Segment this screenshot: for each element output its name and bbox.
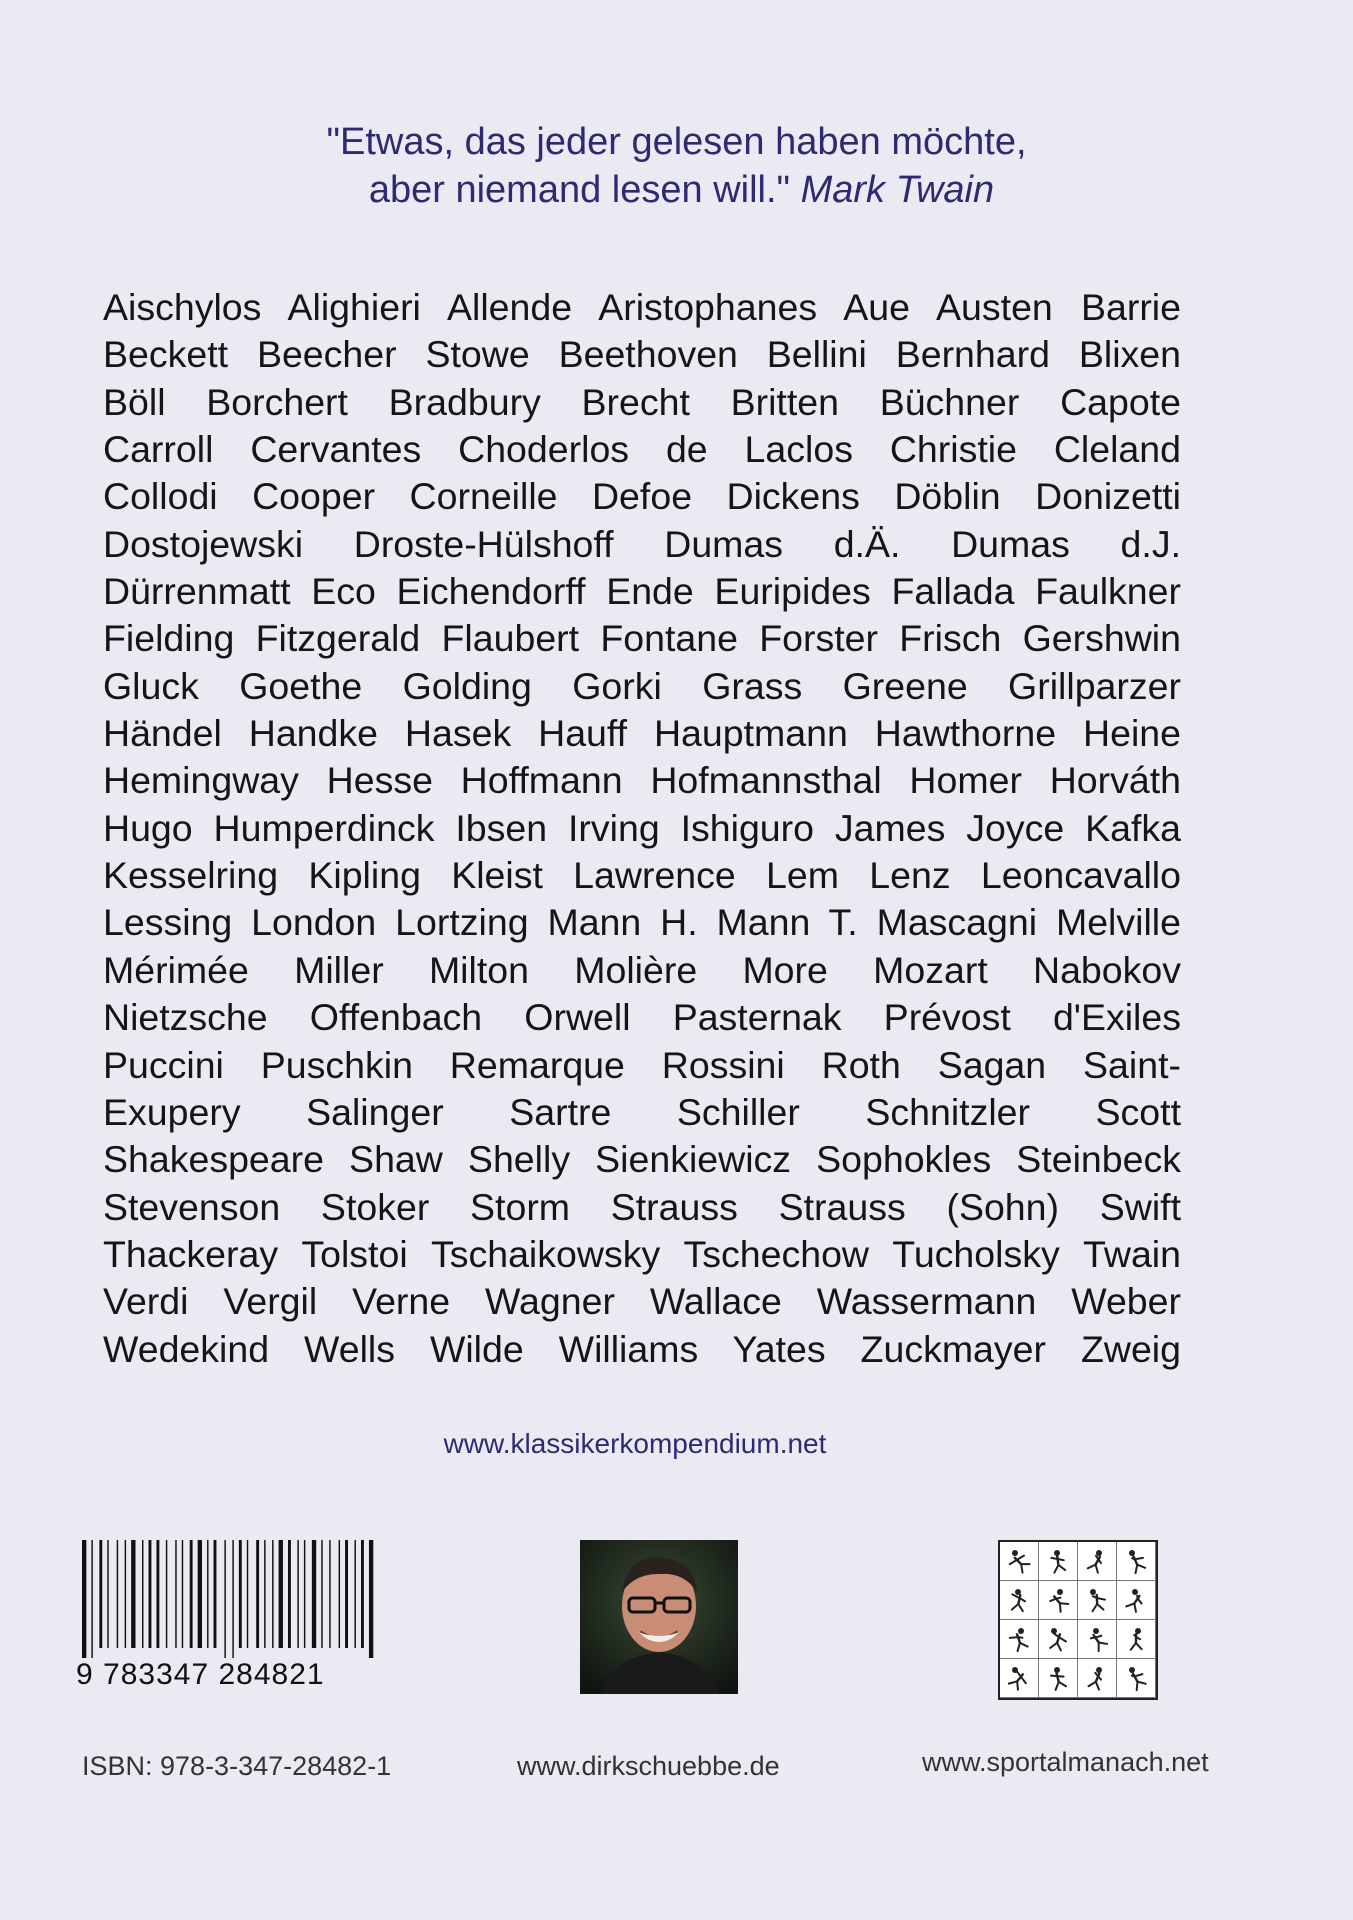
author-line: Fielding Fitzgerald Flaubert Fontane Forster Frisch Gershwin — [103, 617, 1181, 660]
barcode-bar — [166, 1540, 167, 1648]
website-link-dirkschuebbe[interactable]: www.dirkschuebbe.de — [517, 1751, 780, 1781]
barcode-bar — [131, 1540, 135, 1648]
isbn-label: ISBN: 978-3-347-28482-1 — [82, 1751, 392, 1781]
author-line: Dostojewski Droste-Hülshoff Dumas d.Ä. Dumas d.J. — [103, 522, 1181, 565]
barcode-bar — [361, 1540, 364, 1648]
barcode-bar — [279, 1540, 283, 1648]
author-line: Thackeray Tolstoi Tschaikowsky Tschechow Tucholsky Twain — [103, 1232, 1181, 1275]
sport-pictogram-icon — [1039, 1542, 1078, 1581]
sport-pictogram-icon — [1117, 1542, 1156, 1581]
barcode-bars — [76, 1540, 414, 1658]
author-names-list — [103, 284, 1181, 1373]
barcode-bar — [297, 1540, 298, 1648]
barcode-bar — [82, 1540, 86, 1658]
barcode-bar — [256, 1540, 259, 1648]
author-line: Dürrenmatt Eco Eichendorff Ende Euripides Fallada Faulkner — [103, 570, 1181, 613]
sport-pictogram-icon — [1000, 1620, 1039, 1659]
barcode-bar — [182, 1540, 183, 1648]
sport-pictogram-icon — [1000, 1542, 1039, 1581]
quote-line-2 — [0, 166, 1353, 214]
quote — [0, 118, 1353, 214]
website-link-sportalmanach[interactable]: www.sportalmanach.net — [922, 1747, 1209, 1777]
sport-pictogram-icon — [1078, 1542, 1117, 1581]
author-line: Hugo Humperdinck Ibsen Irving Ishiguro James Joyce Kafka — [103, 806, 1181, 849]
sport-pictogram-icon — [1117, 1581, 1156, 1620]
barcode-bar — [355, 1540, 356, 1648]
barcode-bar — [312, 1540, 316, 1648]
barcode-bar — [142, 1540, 143, 1648]
barcode-bar — [190, 1540, 193, 1648]
quote-line-2-text: aber niemand lesen will." — [368, 169, 791, 211]
author-line: Gluck Goethe Golding Gorki Grass Greene Grillparzer — [103, 664, 1181, 707]
author-line: Beckett Beecher Stowe Beethoven Bellini Bernhard Blixen — [103, 333, 1181, 376]
barcode-bar — [329, 1540, 330, 1648]
author-line: Böll Borchert Bradbury Brecht Britten Büchner Capote — [103, 380, 1181, 423]
author-line: Verdi Vergil Verne Wagner Wallace Wassermann Weber — [103, 1280, 1181, 1323]
author-line: Puccini Puschkin Remarque Rossini Roth Sagan Saint- — [103, 1043, 1181, 1086]
barcode-bar — [214, 1540, 217, 1648]
barcode-bar — [224, 1540, 225, 1658]
author-line: Mérimée Miller Milton Molière More Mozart Nabokov — [103, 948, 1181, 991]
sport-pictogram-icon — [1039, 1581, 1078, 1620]
barcode-bar — [321, 1540, 322, 1648]
author-line: Hemingway Hesse Hoffmann Hofmannsthal Homer Horváth — [103, 759, 1181, 802]
author-line: Shakespeare Shaw Shelly Sienkiewicz Sophokles Steinbeck — [103, 1138, 1181, 1181]
author-line: Aischylos Alighieri Allende Aristophanes Aue Austen Barrie — [103, 286, 1181, 328]
sport-pictogram-icon — [1039, 1620, 1078, 1659]
barcode-bar — [107, 1540, 108, 1648]
sport-pictogram-icon — [1078, 1659, 1117, 1698]
author-line: Carroll Cervantes Choderlos de Laclos Christie Cleland — [103, 428, 1181, 471]
author-line: Exupery Salinger Sartre Schiller Schnitzler Scott — [103, 1090, 1181, 1133]
barcode-bar — [345, 1540, 348, 1648]
barcode-bar — [175, 1540, 176, 1648]
barcode-bar — [247, 1540, 248, 1648]
author-line: Kesselring Kipling Kleist Lawrence Lem Lenz Leoncavallo — [103, 854, 1181, 897]
sport-pictogram-icon — [1000, 1659, 1039, 1698]
barcode-bar — [125, 1540, 126, 1648]
sport-pictogram-icon — [1078, 1620, 1117, 1659]
barcode-bar — [304, 1540, 305, 1648]
author-line: Stevenson Stoker Storm Strauss Strauss (Sohn) Swift — [103, 1185, 1181, 1228]
quote-author: Mark Twain — [800, 169, 995, 211]
sport-pictogram-icon — [1000, 1581, 1039, 1620]
barcode-bar — [239, 1540, 242, 1648]
sport-pictogram-icon — [1117, 1620, 1156, 1659]
barcode-digits: 9 783347 284821 — [76, 1658, 325, 1691]
barcode-bar — [369, 1540, 373, 1658]
author-portrait-photo — [580, 1540, 738, 1694]
barcode-bar — [339, 1540, 340, 1648]
barcode-bar — [117, 1540, 118, 1648]
barcode-bar — [272, 1540, 273, 1648]
sport-pictogram-icon — [1078, 1581, 1117, 1620]
website-link-klassikerkompendium[interactable]: www.klassikerkompendium.net — [443, 1428, 827, 1459]
quote-line-1: "Etwas, das jeder gelesen haben möchte, — [326, 121, 1027, 163]
author-line: Wedekind Wells Wilde Williams Yates Zuckmayer Zweig — [103, 1327, 1181, 1370]
author-line: Nietzsche Offenbach Orwell Pasternak Prévost d'Exiles — [103, 996, 1181, 1039]
author-line: Händel Handke Hasek Hauff Hauptmann Hawthorne Heine — [103, 712, 1181, 755]
sport-pictogram-icon — [1117, 1659, 1156, 1698]
barcode-bar — [198, 1540, 202, 1648]
author-line: Collodi Cooper Corneille Defoe Dickens Döblin Donizetti — [103, 475, 1181, 518]
barcode-bar — [264, 1540, 265, 1648]
barcode-bar — [207, 1540, 208, 1648]
barcode-bar — [288, 1540, 291, 1648]
barcode-bar — [99, 1540, 102, 1648]
sport-pictogram-icon — [1039, 1659, 1078, 1698]
author-line: Lessing London Lortzing Mann H. Mann T. Mascagni Melville — [103, 901, 1181, 944]
barcode-bar — [91, 1540, 92, 1658]
barcode-bar — [149, 1540, 152, 1648]
barcode-bar — [156, 1540, 159, 1648]
sport-pictogram-grid — [998, 1540, 1158, 1700]
barcode-bar — [232, 1540, 233, 1658]
